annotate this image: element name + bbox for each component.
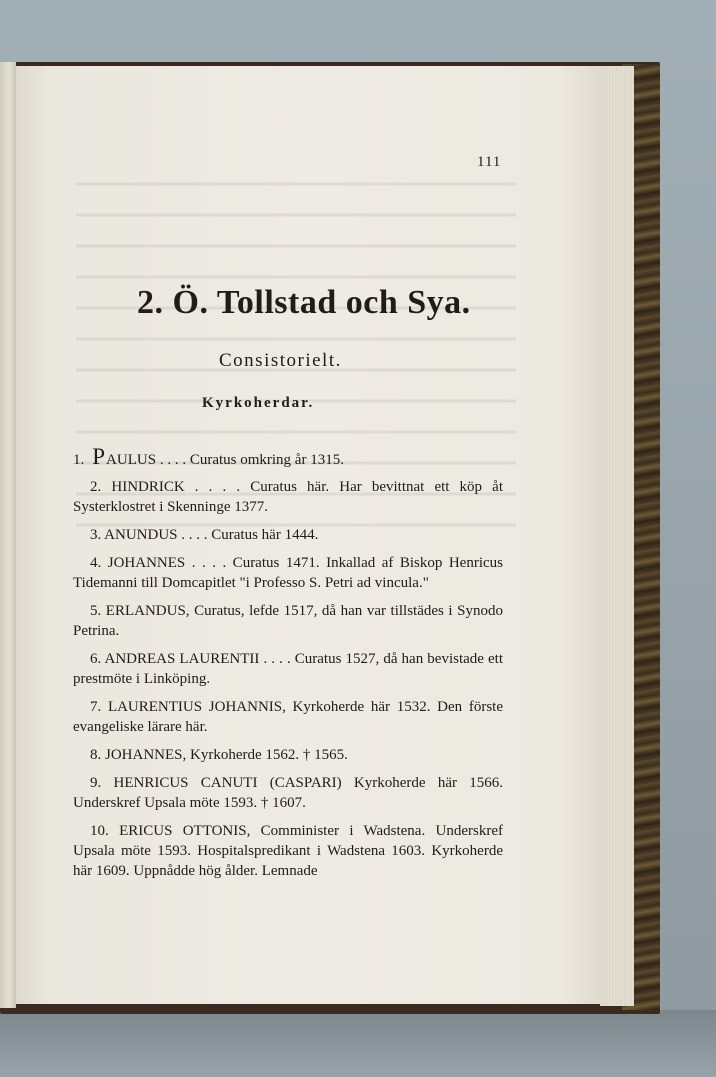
entry-1-initial: P bbox=[92, 444, 107, 469]
entry-1 bbox=[73, 444, 503, 470]
entry-8 bbox=[73, 745, 503, 765]
entries-list bbox=[73, 432, 503, 881]
entry-9-text: 9. HENRICUS CANUTI (CASPARI) Kyrkoherde här 1566. Underskref Upsala möte 1593. † 1607. bbox=[73, 775, 503, 811]
entry-5 bbox=[73, 601, 503, 641]
subsection-heading: Kyrkoherdar. bbox=[202, 395, 315, 411]
entry-10 bbox=[73, 821, 503, 881]
entry-10-text: 10. ERICUS OTTONIS, Comminister i Wadstena. Underskref Upsala möte 1593. Hospitalspredikant i Wadstena 1603. Kyrkoherde här 1609. Uppnådde hög ålder. Lemnade bbox=[73, 823, 503, 879]
parish-title: 2. Ö. Tollstad och Sya. bbox=[137, 284, 471, 321]
entry-4-text: 4. JOHANNES . . . . Curatus 1471. Inkallad af Biskop Henricus Tidemanni till Domcapitlet "i Professo S. Petri ad vincula." bbox=[73, 555, 503, 591]
entry-4 bbox=[73, 553, 503, 593]
entry-1-name: AULUS bbox=[106, 452, 157, 468]
entry-1-text: . . . . Curatus omkring år 1315. bbox=[156, 452, 344, 468]
table-shadow bbox=[0, 1010, 716, 1077]
facing-page-edge bbox=[0, 62, 16, 1008]
section-heading: Consistorielt. bbox=[219, 350, 342, 371]
entry-6 bbox=[73, 649, 503, 689]
entry-5-text: 5. ERLANDUS, Curatus, lefde 1517, då han var tillstädes i Synodo Petrina. bbox=[73, 603, 503, 639]
entry-3 bbox=[73, 525, 503, 545]
entry-1-number: 1. bbox=[73, 452, 85, 468]
book-page bbox=[16, 66, 606, 1004]
entry-8-text: 8. JOHANNES, Kyrkoherde 1562. † 1565. bbox=[90, 747, 348, 763]
entry-6-text: 6. ANDREAS LAURENTII . . . . Curatus 1527, då han bevistade ett prestmöte i Linköping. bbox=[73, 651, 503, 687]
entry-2 bbox=[73, 477, 503, 517]
entry-3-text: 3. ANUNDUS . . . . Curatus här 1444. bbox=[90, 527, 319, 543]
page-number: 111 bbox=[477, 154, 502, 170]
entry-2-text: 2. HINDRICK . . . . Curatus här. Har bevittnat ett köp åt Systerklostret i Skenninge 1377. bbox=[73, 479, 503, 515]
entry-7 bbox=[73, 697, 503, 737]
entry-9 bbox=[73, 773, 503, 813]
entry-7-text: 7. LAURENTIUS JOHANNIS, Kyrkoherde här 1532. Den förste evangeliske lärare här. bbox=[73, 699, 503, 735]
